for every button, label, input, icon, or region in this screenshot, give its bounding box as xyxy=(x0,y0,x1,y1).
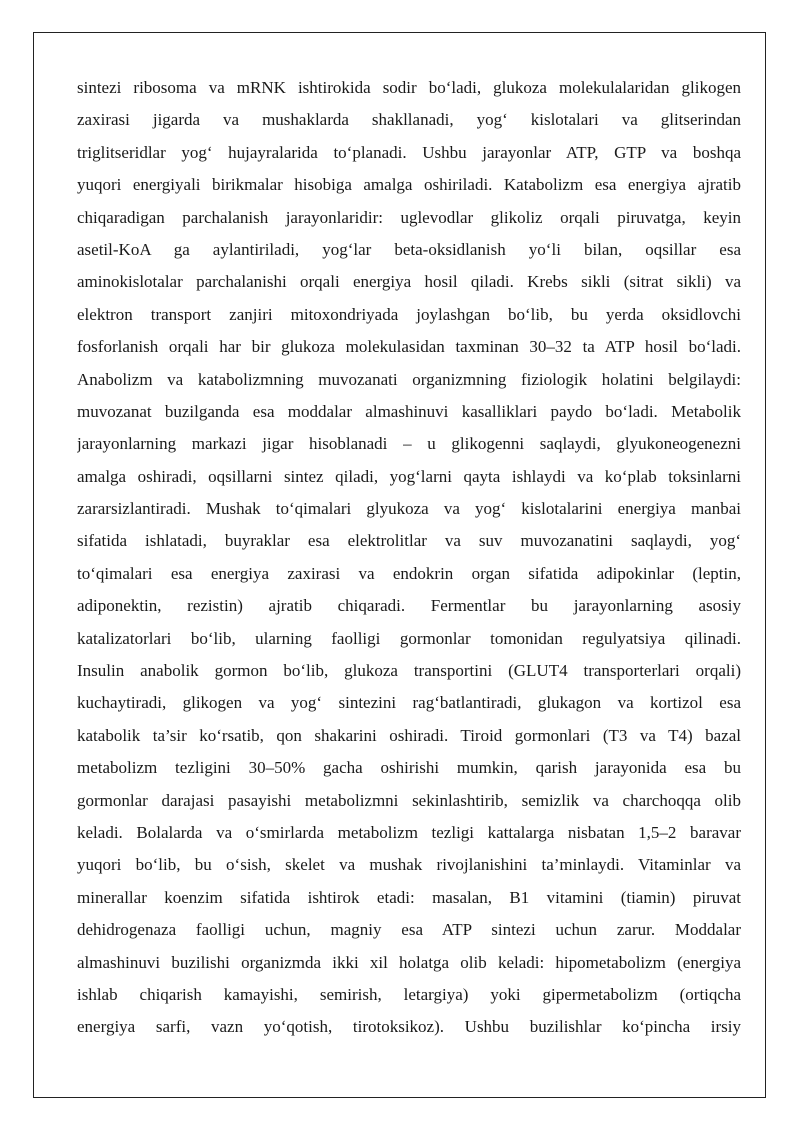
text-line: to‘qimalari esa energiya zaxirasi va endokrin organ sifatida adipokinlar (leptin, xyxy=(77,563,741,583)
text-line: elektron transport zanjiri mitoxondriyada joylashgan bo‘lib, bu yerda oksidlovchi xyxy=(77,304,741,324)
text-line: dehidrogenaza faolligi uchun, magniy esa ATP sintezi uchun zarur. Moddalar xyxy=(77,920,741,940)
text-line: energiya sarfi, vazn yo‘qotish, tirotoksikoz). Ushbu buzilishlar ko‘pincha irsiy xyxy=(77,1017,741,1037)
text-line: almashinuvi buzilishi organizmda ikki xil holatga olib keladi: hipometabolizm (energiya xyxy=(77,952,741,972)
text-line: minerallar koenzim sifatida ishtirok etadi: masalan, B1 vitamini (tiamin) piruvat xyxy=(77,887,741,907)
text-line: adiponektin, rezistin) ajratib chiqaradi. Fermentlar bu jarayonlarning asosiy xyxy=(77,596,741,616)
text-line: zararsizlantiradi. Mushak to‘qimalari glyukoza va yog‘ kislotalarini energiya manbai xyxy=(77,499,741,519)
text-line: Insulin anabolik gormon bo‘lib, glukoza transportini (GLUT4 transporterlari orqali) xyxy=(77,661,741,681)
text-line: keladi. Bolalarda va o‘smirlarda metabolizm tezligi kattalarga nisbatan 1,5–2 baravar xyxy=(77,822,741,842)
text-line: kuchaytiradi, glikogen va yog‘ sintezini rag‘batlantiradi, glukagon va kortizol esa xyxy=(77,693,741,713)
text-line: triglitseridlar yog‘ hujayralarida to‘planadi. Ushbu jarayonlar ATP, GTP va boshqa xyxy=(77,142,741,162)
text-line: jarayonlarning markazi jigar hisoblanadi – u glikogenni saqlaydi, glyukoneogenezni xyxy=(77,434,741,454)
text-line: sifatida ishlatadi, buyraklar esa elektrolitlar va suv muvozanatini saqlaydi, yog‘ xyxy=(77,531,741,551)
text-line: chiqaradigan parchalanish jarayonlaridir: uglevodlar glikoliz orqali piruvatga, keyin xyxy=(77,207,741,227)
text-line: gormonlar darajasi pasayishi metabolizmni sekinlashtirib, semizlik va charchoqqa olib xyxy=(77,790,741,810)
text-line: fosforlanish orqali har bir glukoza molekulasidan taxminan 30–32 ta ATP hosil bo‘ladi. xyxy=(77,337,741,357)
text-line: zaxirasi jigarda va mushaklarda shakllanadi, yog‘ kislotalari va glitserindan xyxy=(77,110,741,130)
text-line: yuqori bo‘lib, bu o‘sish, skelet va mushak rivojlanishini ta’minlaydi. Vitaminlar va xyxy=(77,855,741,875)
text-line: amalga oshiradi, oqsillarni sintez qiladi, yog‘larni qayta ishlaydi va ko‘plab toksinlarni xyxy=(77,466,741,486)
text-line: aminokislotalar parchalanishi orqali energiya hosil qiladi. Krebs sikli (sitrat sikli) va xyxy=(77,272,741,292)
text-line: katalizatorlari bo‘lib, ularning faolligi gormonlar tomonidan regulyatsiya qilinadi. xyxy=(77,628,741,648)
text-line: metabolizm tezligini 30–50% gacha oshirishi mumkin, qarish jarayonida esa bu xyxy=(77,758,741,778)
text-line: asetil-KoA ga aylantiriladi, yog‘lar beta-oksidlanish yo‘li bilan, oqsillar esa xyxy=(77,239,741,259)
document-body xyxy=(77,72,741,1044)
text-line: yuqori energiyali birikmalar hisobiga amalga oshiriladi. Katabolizm esa energiya ajratib xyxy=(77,175,741,195)
text-line: Anabolizm va katabolizmning muvozanati organizmning fiziologik holatini belgilaydi: xyxy=(77,369,741,389)
text-line: sintezi ribosoma va mRNK ishtirokida sodir bo‘ladi, glukoza molekulalaridan glikogen xyxy=(77,78,741,97)
text-line: ishlab chiqarish kamayishi, semirish, letargiya) yoki gipermetabolizm (ortiqcha xyxy=(77,984,741,1004)
text-line: katabolik ta’sir ko‘rsatib, qon shakarini oshiradi. Tiroid gormonlari (T3 va T4) bazal xyxy=(77,725,741,745)
text-line: muvozanat buzilganda esa moddalar almashinuvi kasalliklari paydo bo‘ladi. Metabolik xyxy=(77,401,741,421)
